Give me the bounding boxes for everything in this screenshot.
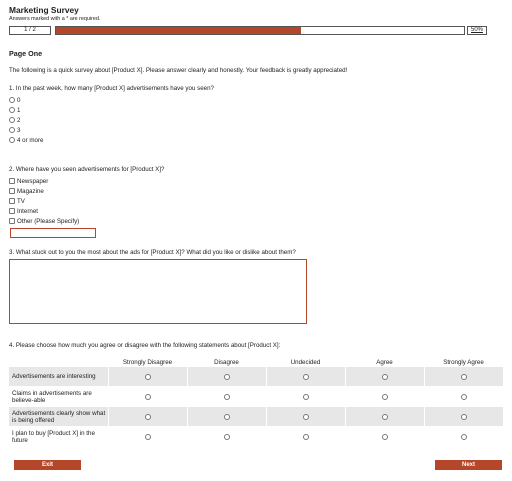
radio-button[interactable]: [145, 414, 151, 420]
radio-button[interactable]: [9, 127, 15, 133]
radio-button[interactable]: [145, 394, 151, 400]
question-3-text: 3. What stuck out to you the most about the ads for [Product X]? What did you like or dislike about them?: [9, 249, 296, 256]
radio-button[interactable]: [9, 117, 15, 123]
column-header: Strongly Agree: [443, 358, 484, 366]
radio-button[interactable]: [382, 374, 388, 380]
radio-button[interactable]: [303, 374, 309, 380]
option-label: Magazine: [17, 187, 44, 195]
question-2-text: 2. Where have you seen advertisements for [Product X]?: [9, 166, 165, 173]
question-4-text: 4. Please choose how much you agree or disagree with the following statements about [Product X]:: [9, 342, 281, 349]
q1-option-3[interactable]: [9, 125, 214, 135]
option-label: Newspaper: [17, 177, 49, 185]
option-label: 3: [17, 126, 21, 134]
intro-text: The following is a quick survey about [Product X]. Please answer clearly and honestly. Your feedback is greatly appreciated!: [9, 67, 348, 74]
radio-button[interactable]: [382, 434, 388, 440]
option-label: 2: [17, 116, 21, 124]
feedback-textarea[interactable]: [9, 259, 307, 324]
q2-option-newspaper[interactable]: [9, 176, 164, 186]
matrix-row: [9, 427, 503, 446]
matrix-row: [9, 387, 503, 406]
page-heading: Page One: [9, 49, 43, 58]
q1-option-0[interactable]: [9, 95, 214, 105]
q1-option-1[interactable]: [9, 105, 214, 115]
q2-option-tv[interactable]: [9, 196, 164, 206]
option-label: TV: [17, 197, 25, 205]
exit-button[interactable]: Exit: [14, 460, 81, 470]
radio-button[interactable]: [9, 97, 15, 103]
checkbox[interactable]: [9, 188, 15, 194]
radio-button[interactable]: [303, 394, 309, 400]
option-label: 0: [17, 96, 21, 104]
radio-button[interactable]: [9, 107, 15, 113]
radio-button[interactable]: [303, 414, 309, 420]
row-label: Advertisements clearly show what is being offered: [12, 409, 106, 424]
radio-button[interactable]: [224, 434, 230, 440]
checkbox[interactable]: [9, 208, 15, 214]
q2-option-other[interactable]: [9, 216, 164, 226]
radio-button[interactable]: [461, 434, 467, 440]
radio-button[interactable]: [145, 434, 151, 440]
matrix-header: [9, 357, 503, 367]
checkbox[interactable]: [9, 198, 15, 204]
radio-button[interactable]: [224, 414, 230, 420]
question-1: [9, 85, 214, 145]
q2-option-magazine[interactable]: [9, 186, 164, 196]
required-note: Answers marked with a * are required.: [9, 16, 101, 22]
radio-button[interactable]: [382, 414, 388, 420]
q1-option-4[interactable]: [9, 135, 214, 145]
survey-title: Marketing Survey: [9, 5, 79, 15]
radio-button[interactable]: [9, 137, 15, 143]
agreement-matrix: [9, 342, 503, 447]
radio-button[interactable]: [224, 374, 230, 380]
radio-button[interactable]: [224, 394, 230, 400]
row-label: Advertisements are interesting: [12, 373, 96, 380]
column-header: Disagree: [214, 358, 239, 366]
q1-option-2[interactable]: [9, 115, 214, 125]
option-label: Internet: [17, 207, 38, 215]
column-header: Undecided: [290, 358, 321, 366]
question-1-text: 1. In the past week, how many [Product X] advertisements have you seen?: [9, 85, 214, 92]
checkbox[interactable]: [9, 178, 15, 184]
q2-option-internet[interactable]: [9, 206, 164, 216]
row-label: I plan to buy [Product X] in the future: [12, 429, 95, 444]
radio-button[interactable]: [461, 414, 467, 420]
row-label: Claims in advertisements are believe-able: [12, 389, 92, 404]
progress-row: [9, 26, 485, 36]
checkbox[interactable]: [9, 218, 15, 224]
next-button[interactable]: Next: [435, 460, 502, 470]
question-3: [9, 249, 307, 324]
option-label: Other (Please Specify): [17, 217, 80, 225]
column-header: Strongly Disagree: [122, 358, 173, 366]
other-specify-input[interactable]: [10, 228, 96, 238]
option-label: 4 or more: [17, 136, 44, 144]
radio-button[interactable]: [145, 374, 151, 380]
page-indicator: 1 / 2: [9, 26, 51, 35]
progress-bar: [55, 26, 465, 35]
matrix-row: [9, 367, 503, 386]
radio-button[interactable]: [303, 434, 309, 440]
question-2: [9, 166, 164, 238]
progress-percent: 50%: [467, 26, 487, 35]
radio-button[interactable]: [382, 394, 388, 400]
radio-button[interactable]: [461, 374, 467, 380]
matrix-row: [9, 407, 503, 426]
survey-header: [9, 5, 100, 22]
progress-fill: [56, 27, 301, 34]
option-label: 1: [17, 106, 21, 114]
column-header: Agree: [376, 358, 393, 366]
radio-button[interactable]: [461, 394, 467, 400]
